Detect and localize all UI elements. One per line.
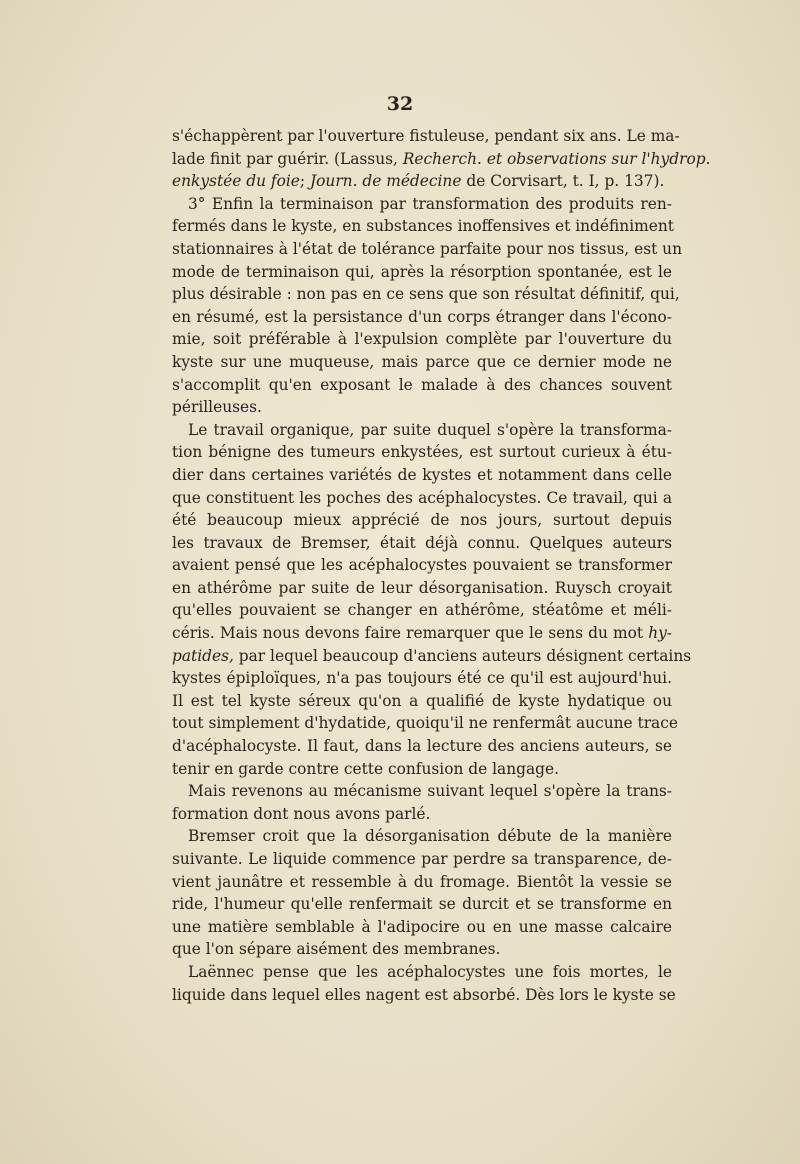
italic-text: hy- (648, 624, 672, 643)
text-line: liquide dans lequel elles nagent est absorbé. Dès lors le kyste se (172, 985, 676, 1004)
text-run: par lequel beaucoup d'anciens auteurs désignent certains (233, 646, 692, 665)
text-line: tout simplement d'hydatide, quoiqu'il ne renfermât aucune trace (172, 714, 678, 733)
text-line: périlleuses. (172, 398, 262, 417)
text-line: une matière semblable à l'adipocire ou en une masse calcaire (172, 917, 672, 936)
text-line: que constituent les poches des acéphalocystes. Ce travail, qui a (172, 488, 672, 507)
italic-text: Recherch. et observations sur l'hydrop. (402, 149, 711, 168)
text-line: kystes épiploïques, n'a pas toujours été ce qu'il est aujourd'hui. (172, 669, 672, 688)
text-run: lade finit par guérir. (Lassus, (172, 149, 403, 168)
text-line (172, 622, 672, 645)
text-line: fermés dans le kyste, en substances inoffensives et indéfiniment (172, 217, 674, 236)
text-line: Laënnec pense que les acéphalocystes une fois mortes, le (188, 962, 672, 981)
text-line: formation dont nous avons parlé. (172, 804, 431, 823)
text-line (172, 148, 711, 171)
text-line: kyste sur une muqueuse, mais parce que ce dernier mode ne (172, 352, 672, 371)
text-line: d'acéphalocyste. Il faut, dans la lecture des anciens auteurs, se (172, 737, 672, 756)
italic-text: patides, (172, 646, 234, 665)
text-run: de Corvisart, t. I, p. 137). (461, 172, 665, 191)
text-line: Le travail organique, par suite duquel s'opère la transforma- (188, 420, 672, 439)
text-line: Bremser croit que la désorganisation débute de la manière (188, 827, 672, 846)
text-line: qu'elles pouvaient se changer en athérôme, stéatôme et méli- (172, 601, 672, 620)
text-line: 3° Enfin la terminaison par transformation des produits ren- (188, 194, 672, 213)
text-line: tion bénigne des tumeurs enkystées, est surtout curieux à étu- (172, 443, 672, 462)
text-line: tenir en garde contre cette confusion de langage. (172, 759, 560, 778)
text-line: en résumé, est la persistance d'un corps étranger dans l'écono- (172, 307, 672, 326)
text-line: les travaux de Bremser, était déjà connu. Quelques auteurs (172, 533, 672, 552)
text-run: céris. Mais nous devons faire remarquer que le sens du mot (172, 624, 649, 643)
text-line: s'échappèrent par l'ouverture fistuleuse, pendant six ans. Le ma- (172, 127, 680, 145)
text-line: en athérôme par suite de leur désorganisation. Ruysch croyait (172, 578, 672, 597)
text-line: Mais revenons au mécanisme suivant lequel s'opère la trans- (188, 782, 672, 801)
italic-text: enkystée du foie (172, 172, 300, 191)
text-line: Il est tel kyste séreux qu'on a qualifié de kyste hydatique ou (172, 691, 672, 710)
text-line: mode de terminaison qui, après la résorption spontanée, est le (172, 262, 672, 281)
text-line: plus désirable : non pas en ce sens que son résultat définitif, qui, (172, 285, 680, 304)
text-line: suivante. Le liquide commence par perdre sa transparence, de- (172, 850, 672, 868)
text-line: vient jaunâtre et ressemble à du fromage. Bientôt la vessie se (172, 872, 672, 891)
text-line (172, 170, 672, 193)
text-line: dier dans certaines variétés de kystes et notamment dans celle (172, 465, 672, 484)
text-line: avaient pensé que les acéphalocystes pouvaient se transformer (172, 556, 672, 575)
text-line: que l'on sépare aisément des membranes. (172, 940, 501, 959)
page-number: 32 (386, 93, 414, 115)
text-line: mie, soit préférable à l'expulsion complète par l'ouverture du (172, 330, 672, 349)
body-text (172, 125, 711, 1006)
text-line: stationnaires à l'état de tolérance parfaite pour nos tissus, est un (172, 239, 682, 258)
text-line: s'accomplit qu'en exposant le malade à des chances souvent (172, 375, 672, 394)
italic-text: Journ. de médecine (309, 172, 462, 191)
text-run: ; (299, 172, 310, 191)
text-line: été beaucoup mieux apprécié de nos jours, surtout depuis (172, 511, 672, 530)
text-line: ride, l'humeur qu'elle renfermait se durcit et se transforme en (172, 895, 672, 914)
text-line (172, 645, 692, 668)
